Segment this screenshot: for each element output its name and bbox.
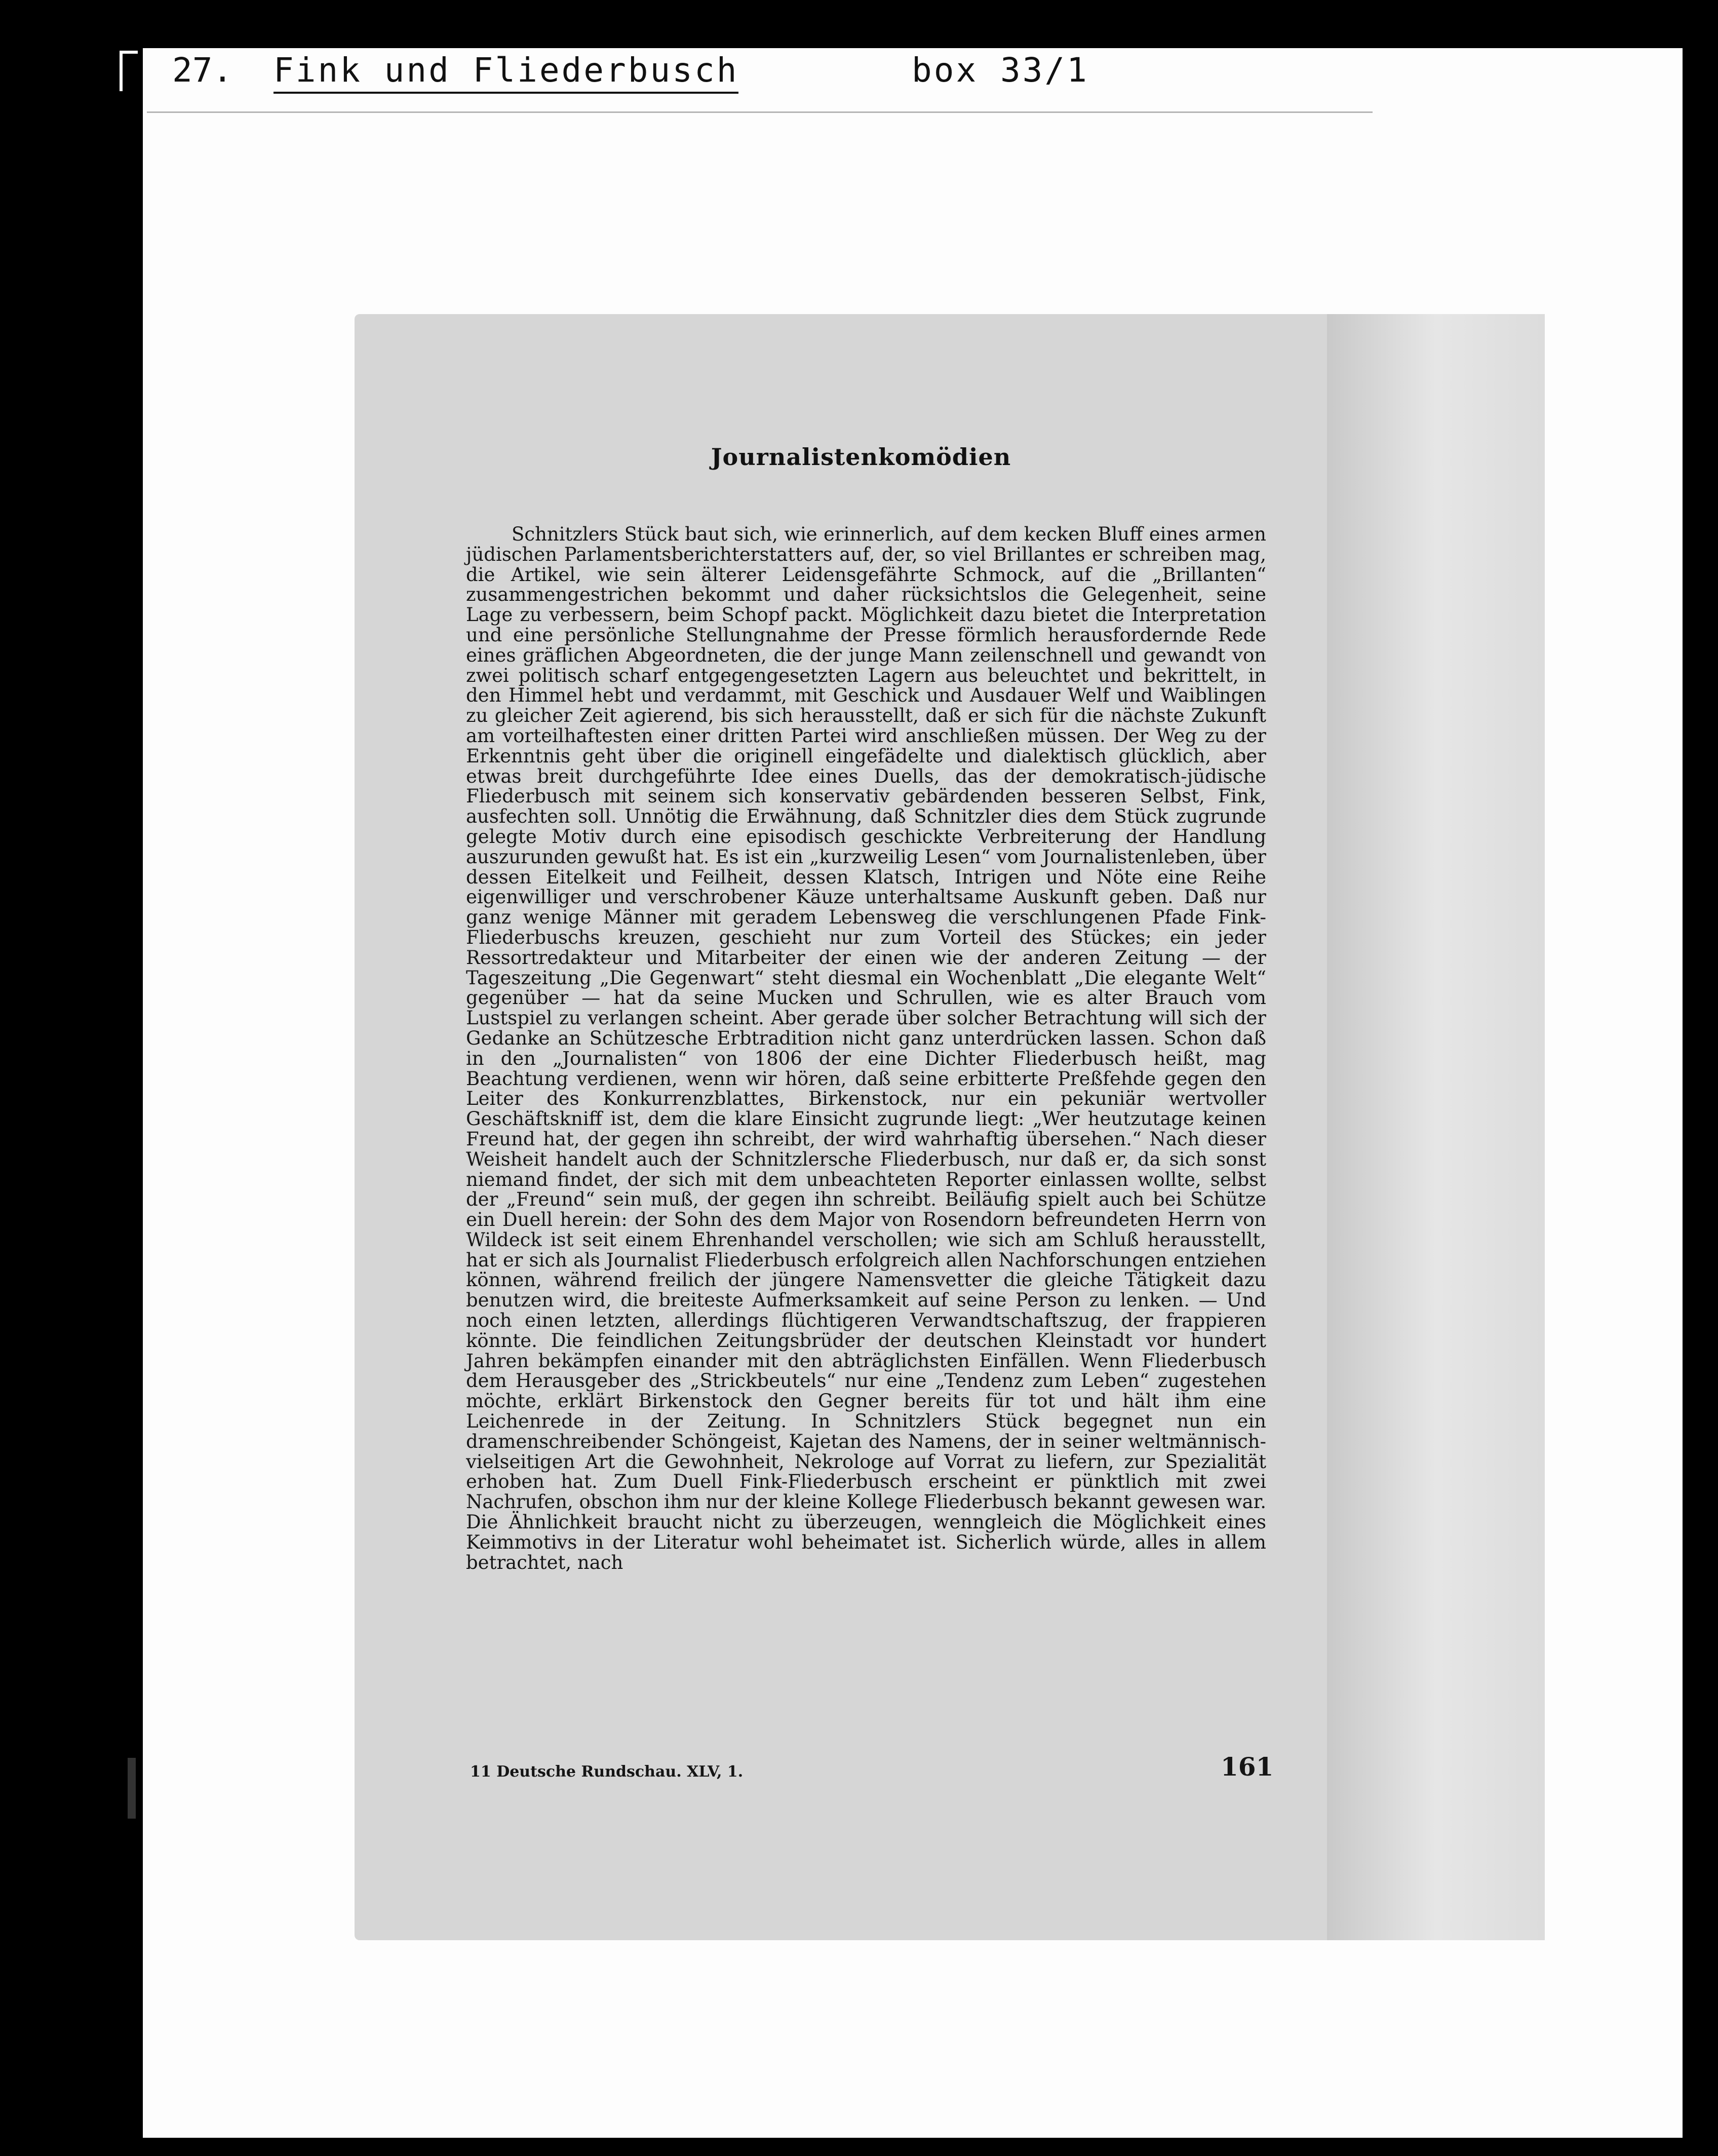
- folder-title: Fink und Fliederbusch: [274, 51, 738, 94]
- page-number: 161: [1221, 1752, 1274, 1782]
- clipping-shadow: [1327, 314, 1545, 1940]
- box-label: box 33/1: [912, 51, 1089, 90]
- binding-mark: [128, 1758, 136, 1819]
- folder-number: 27.: [172, 51, 233, 90]
- header-rule: [147, 111, 1373, 113]
- corner-bracket-mark-top: [120, 51, 138, 54]
- corner-bracket-mark: [120, 51, 123, 91]
- article-title: Journalistenkomödien: [711, 443, 1011, 471]
- archive-header: [172, 51, 1185, 96]
- article-body: Schnitzlers Stück baut sich, wie erinnerlich, auf dem kecken Bluff eines armen jüdischen Parlamentsberichterstatters auf, der, so viel Brillantes er schreiben mag, die Artikel, wie sein älterer Leidensgefährte Schmock, auf die „Brillanten“ zusammengestrichen bekommt und daher rücksichtslos die Gelegenheit, seine Lage zu verbessern, beim Schopf packt. Möglichkeit dazu bietet die Interpretation und eine persönliche Stellungnahme der Presse förmlich herausfordernde Rede eines gräflichen Abgeordneten, die der junge Mann zeilenschnell und gewandt von zwei politisch scharf entgegengesetzten Lagern aus beleuchtet und bekrittelt, in den Himmel hebt und verdammt, mit Geschick und Ausdauer Welf und Waiblingen zu gleicher Zeit agierend, bis sich herausstellt, daß er sich für die nächste Zukunft am vorteilhaftesten einer dritten Partei wird anschließen müssen. Der Weg zu der Erkenntnis geht über die originell eingefädelte und dialektisch glücklich, aber etwas breit durchgeführte Idee eines Duells, das der demokratisch-jüdische Fliederbusch mit seinem sich konservativ gebärdenden besseren Selbst, Fink, ausfechten soll. Unnötig die Erwähnung, daß Schnitzler dies dem Stück zugrunde gelegte Motiv durch eine episodisch geschickte Verbreiterung der Handlung auszurunden gewußt hat. Es ist ein „kurzweilig Lesen“ vom Journalistenleben, über dessen Eitelkeit und Feilheit, dessen Klatsch, Intrigen und Nöte eine Reihe eigenwilliger und verschrobener Käuze unterhaltsame Auskunft geben. Daß nur ganz wenige Männer mit geradem Lebensweg die verschlungenen Pfade Fink-Fliederbuschs kreuzen, geschieht nur zum Vorteil des Stückes; ein jeder Ressortredakteur und Mitarbeiter der einen wie der anderen Zeitung — der Tageszeitung „Die Gegenwart“ steht diesmal ein Wochenblatt „Die elegante Welt“ gegenüber — hat da seine Mucken und Schrullen, wie es alter Brauch vom Lustspiel zu verlangen scheint. Aber gerade über solcher Betrachtung will sich der Gedanke an Schützesche Erbtradition nicht ganz unterdrücken lassen. Schon daß in den „Journalisten“ von 1806 der eine Dichter Fliederbusch heißt, mag Beachtung verdienen, wenn wir hören, daß seine erbitterte Preßfehde gegen den Leiter des Konkurrenzblattes, Birkenstock, nur ein pekuniär wertvoller Geschäftskniff ist, dem die klare Einsicht zugrunde liegt: „Wer heutzutage keinen Freund hat, der gegen ihn schreibt, der wird wahrhaftig übersehen.“ Nach dieser Weisheit handelt auch der Schnitzlersche Fliederbusch, nur daß er, da sich sonst niemand findet, der sich mit dem unbeachteten Reporter einlassen wollte, selbst der „Freund“ sein muß, der gegen ihn schreibt. Beiläufig spielt auch bei Schütze ein Duell herein: der Sohn des dem Major von Rosendorn befreundeten Herrn von Wildeck ist seit einem Ehrenhandel verschollen; wie sich am Schluß herausstellt, hat er sich als Journalist Fliederbusch erfolgreich allen Nachforschungen entziehen können, während freilich der jüngere Namensvetter die gleiche Tätigkeit dazu benutzen wird, die breiteste Aufmerksamkeit auf seine Person zu lenken. — Und noch einen letzten, allerdings flüchtigeren Verwandtschaftszug, der frappieren könnte. Die feindlichen Zeitungsbrüder der deutschen Kleinstadt vor hundert Jahren bekämpfen einander mit den abträglichsten Einfällen. Wenn Fliederbusch dem Herausgeber des „Strickbeutels“ nur eine „Tendenz zum Leben“ zugestehen möchte, erklärt Birkenstock den Gegner bereits für tot und hält ihm eine Leichenrede in der Zeitung. In Schnitzlers Stück begegnet nun ein dramenschreibender Schöngeist, Kajetan des Namens, der in seiner weltmännisch-vielseitigen Art die Gewohnheit, Nekrologe auf Vorrat zu liefern, zur Spezialität erhoben hat. Zum Duell Fink-Fliederbusch erscheint er pünktlich mit zwei Nachrufen, obschon ihm nur der kleine Kollege Fliederbusch bekannt gewesen war. Die Ähnlichkeit braucht nicht zu überzeugen, wenngleich die Möglichkeit eines Keimmotivs in der Literatur wohl beheimatet ist. Sicherlich würde, alles in allem betrachtet, nach: [466, 523, 1266, 1573]
- source-citation: 11 Deutsche Rundschau. XLV, 1.: [470, 1763, 744, 1781]
